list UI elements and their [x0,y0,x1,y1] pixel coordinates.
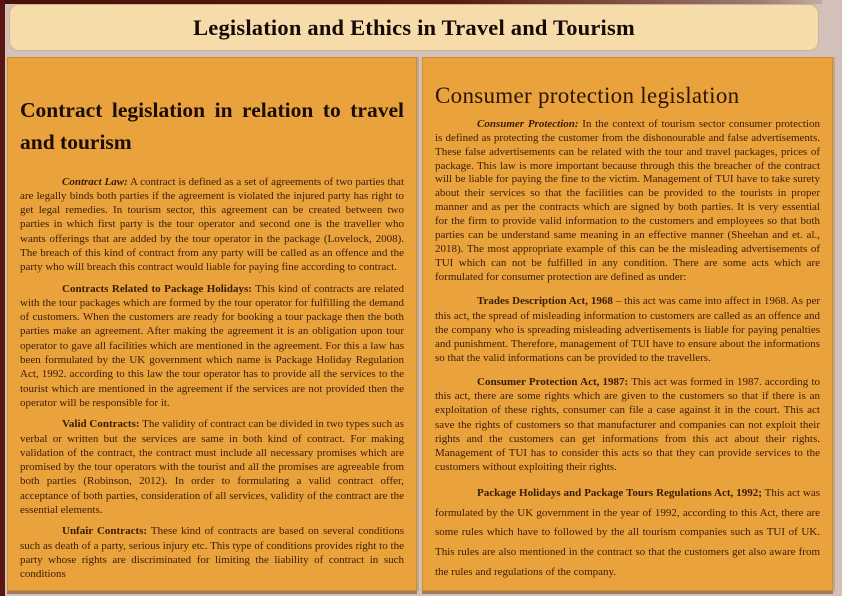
paragraph [435,484,820,583]
paragraph-text: These kind of contracts are based on several conditions such as death of a party, serious injury etc. This type of conditions provides right to the party whose rights are discriminated for limiting the liability of contract in such conditions [20,525,404,581]
paragraph [20,175,404,275]
paragraph [435,375,820,475]
right-panel-body [435,118,820,583]
slide-header [9,4,819,51]
paragraph-label: Contracts Related to Package Holidays: [62,282,252,295]
paragraph-label: Trades Description Act, 1968 [477,295,613,308]
right-panel-consumer-protection [422,57,833,591]
paragraph [20,417,404,517]
paragraph-label: Unfair Contracts: [62,525,148,538]
left-edge-strip [0,0,5,596]
paragraph-text: This kind of contracts are related with the tour packages which are formed by the tour operator for fulfilling the demand of customers. When the customers are ready for booking a tour package then the both parties make an agreement. After making the agreement it is an obligation upon tour operator to gave all facilities which are mentioned in the agreement. For this a law has been formulated by the UK government which name is Package Holiday Regulation Act, 1992. according to this law the tour operator has to provide all the services to the tourist which are mentioned in the agreement if the services are not provided then the operator will be responsible for it. [20,282,404,409]
left-panel-title: Contract legislation in relation to travel and tourism [20,98,404,155]
left-panel-body [20,175,404,582]
right-panel-title: Consumer protection legislation [435,83,740,108]
paragraph-label: Package Holidays and Package Tours Regulations Act, 1992; [477,486,762,499]
paragraph-text: A contract is defined as a set of agreements of two parties that are legally binds both parties if the agreement is violated the injured party has right to get legal remedies. In tourism sector, this agreement can be created between two parties in which first party is the tour operator and second one is the traveller who wants offerings that are added by the tour operator in the package (Lovelock, 2008). The breach of this kind of contract from any party will be called as an offence and the party who will breach this contract would liable for paying fine according to contract. [20,175,404,274]
paragraph-text: In the context of tourism sector consumer protection is defined as protecting the customer from the dishonourable and false advertisements. These false advertisements can be related with the tour and travel packages, prices of package. This law is more important because through this the breacher of the contract will be liable for paying the fine to the victim. Management of TUI have to take surety about their services so that the facilities can be provided to the tourists in proper manner and as per the contracts which are signed by both parties. It is very essential for the firm to provide valid information to the customers and employees so that both parties can be understand same meaning in an effective manner (Sheehan and et. al., 2018). The most appropriate example of this can be the misleading advertisements of TUI which can not be fulfilled in any condition. There are some acts which are formulated for consumer protection are defined as under: [435,117,820,284]
paragraph-text: This act was formed in 1987. according to this act, there are some rights which are given to the customers so that if there is an exploitation of these rights, consumer can file a case against it in the court. This act save the rights of customers so that manufacturer and companies can not exploit their rights and the customers can get informations from this act about their rights. Management of TUI has to consider this acts so that they can provide services to the customers without exploiting their rights. [435,375,820,474]
paragraph-label: Consumer Protection: [477,117,579,130]
paragraph [435,118,820,286]
paragraph-label: Consumer Protection Act, 1987: [477,375,629,388]
paragraph [20,524,404,581]
paragraph [435,294,820,365]
paragraph-text: The validity of contract can be divided in two types such as verbal or written but the services are same in both kind of contract. For making validation of the contract, the contract must include all necessary promises which are promised by the tour operators with the tourist and all the promises are agreeable from both parties (Robinson, 2012). In order to formulating a valid contract offer, acceptance of both parties, consideration of all services, validity of the contract are the essential elements. [20,418,404,517]
paragraph-label: Valid Contracts: [62,418,140,431]
left-panel-contract-legislation [7,57,417,591]
paragraph [20,282,404,411]
paragraph-text: This act was formulated by the UK government in the year of 1992, according to this Act, there are some rules which have to followed by the all tourism companies such as TUI of UK. This rules are also mentioned in the contract so that the customers get also aware from the rules and regulations of the company. [435,486,820,578]
page-title: Legislation and Ethics in Travel and Tourism [193,14,635,40]
paragraph-text: – this act was came into affect in 1968. As per this act, the spread of misleading information to customers are called as an offence and the company who is spreading misleading advertisements is liable for paying penalties and punishment. Therefore, management of TUI have to ensure about the informations so that the valid informations can be provided to the travellers. [435,295,821,365]
paragraph-label: Contract Law: [62,175,128,188]
